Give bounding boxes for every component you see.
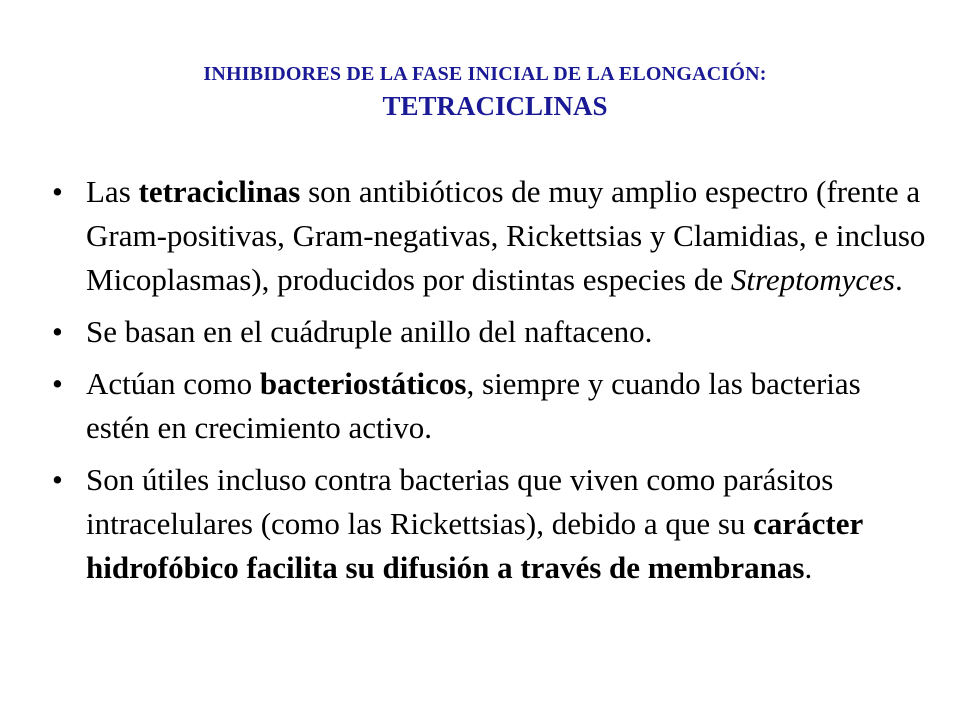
bullet-dot: • (52, 366, 63, 401)
bullet-4-text-c: . (804, 550, 813, 585)
bullet-4-bold: carácter hidrofóbico facilita su difusión a través de membranas (86, 506, 863, 585)
bullet-list (52, 170, 932, 598)
bullet-1-text-e: . (894, 262, 903, 297)
bullet-3-bold: bacteriostáticos (259, 366, 467, 401)
bullet-item-4 (52, 458, 932, 590)
bullet-item-1 (52, 170, 932, 302)
bullet-dot: • (52, 174, 63, 209)
bullet-3-text-c: , siempre y cuando las bacterias estén en crecimiento activo. (86, 366, 861, 445)
bullet-dot: • (52, 462, 63, 497)
bullet-1-italic: Streptomyces (730, 262, 895, 297)
bullet-4-text-a: Son útiles incluso contra bacterias que viven como parásitos intracelulares (como las Rickettsias), debido a que su (86, 462, 834, 541)
bullet-1-text-a: Las (86, 174, 139, 209)
slide-title (60, 62, 910, 122)
bullet-item-3 (52, 362, 932, 450)
slide-title-line1: INHIBIDORES DE LA FASE INICIAL DE LA ELONGACIÓN: (203, 63, 767, 85)
bullet-dot: • (52, 314, 63, 349)
bullet-1-text-c: son antibióticos de muy amplio espectro (frente a Gram-positivas, Gram-negativas, Rickettsias y Clamidias, e incluso Micoplasmas), producidos por distintas especies de (86, 174, 926, 297)
bullet-2-text-a: Se basan en el cuádruple anillo del naftaceno. (86, 314, 653, 349)
bullet-3-text-a: Actúan como (86, 366, 260, 401)
bullet-1-bold: tetraciclinas (138, 174, 301, 209)
slide-title-line2: TETRACICLINAS (382, 91, 608, 121)
bullet-item-2 (52, 310, 932, 354)
